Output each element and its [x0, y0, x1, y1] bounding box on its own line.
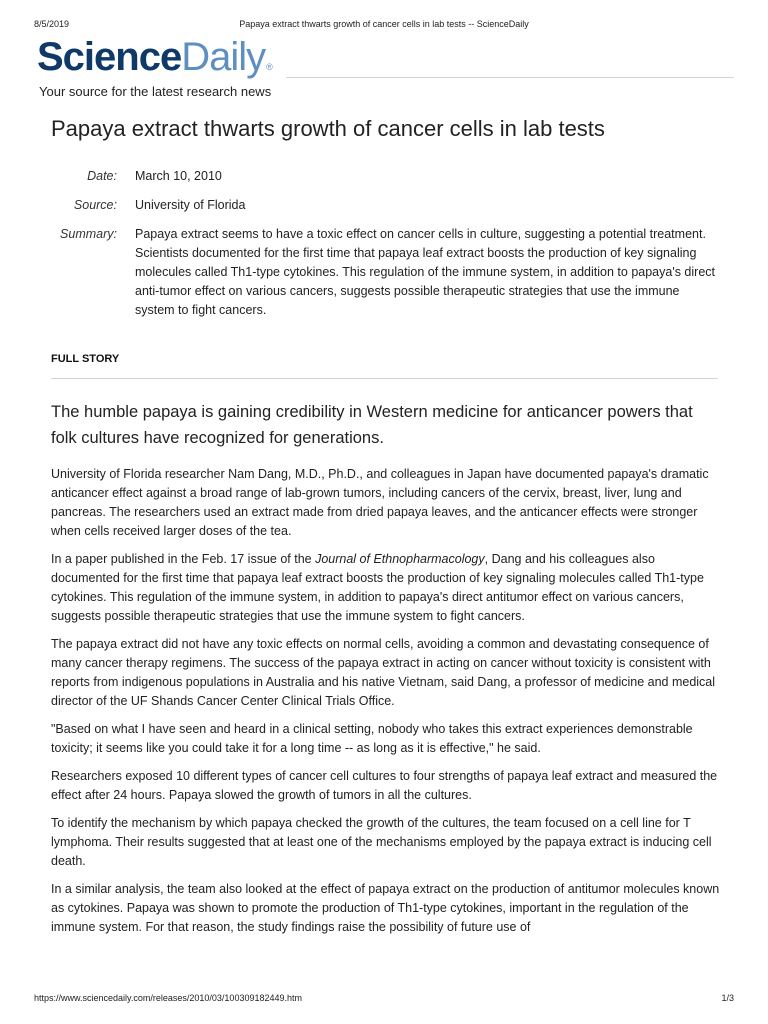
- story-divider: [51, 378, 718, 379]
- sciencedaily-logo[interactable]: [37, 33, 273, 81]
- paragraph-text: In a paper published in the Feb. 17 issue of the: [51, 552, 316, 566]
- print-footer: [34, 993, 734, 1005]
- meta-source-row: [51, 196, 721, 215]
- print-header: [34, 19, 734, 31]
- body-paragraph: University of Florida researcher Nam Dang, M.D., Ph.D., and colleagues in Japan have documented papaya's dramatic anticancer effect against a broad range of lab-grown tumors, including cancers of the cervix, breast, liver, lung and pancreas. The researchers used an extract made from dried papaya leaves, and the anticancer effects were stronger when cells received larger doses of the tea.: [51, 467, 709, 538]
- meta-date-label: Date:: [87, 169, 117, 183]
- article-lede: The humble papaya is gaining credibility in Western medicine for anticancer powers that folk cultures have recognized for generations.: [51, 403, 693, 447]
- header-divider: [286, 77, 734, 78]
- meta-summary-label: Summary:: [60, 227, 117, 241]
- registered-mark: ®: [266, 62, 273, 72]
- logo-daily-text: Daily: [181, 35, 266, 79]
- paragraph-text: , Dang and his colleagues also documented for the first time that papaya leaf extract boosts the production of key signaling molecules called Th1-type cytokines. This regulation of the immune system, in addition to papaya's direct antitumor effect on various cancers, suggests possible therapeutic strategies that use the immune system to fight cancers.: [51, 552, 704, 623]
- body-paragraph: In a similar analysis, the team also looked at the effect of papaya extract on the production of antitumor molecules known as cytokines. Papaya was shown to promote the production of Th1-type cytokines, important in the regulation of the immune system. For that reason, the study findings raise the possibility of future use of: [51, 882, 720, 934]
- meta-source-value: University of Florida: [135, 198, 246, 212]
- body-paragraph: [51, 550, 723, 626]
- journal-name: Journal of Ethnopharmacology: [315, 552, 485, 566]
- meta-date-row: [51, 167, 721, 186]
- print-date: 8/5/2019: [34, 19, 70, 29]
- body-paragraph: To identify the mechanism by which papaya checked the growth of the cultures, the team focused on a cell line for T lymphoma. Their results suggested that at least one of the mechanisms employed by the papaya extract is inducing cell death.: [51, 816, 712, 868]
- article-title: Papaya extract thwarts growth of cancer cells in lab tests: [51, 116, 605, 141]
- meta-summary-row: [51, 225, 721, 320]
- body-paragraph: The papaya extract did not have any toxic effects on normal cells, avoiding a common and devastating consequence of many cancer therapy regimens. The success of the papaya extract in acting on cancer without toxicity is consistent with reports from indigenous populations in Australia and his native Vietnam, said Dang, a professor of medicine and medical director of the UF Shands Cancer Center Clinical Trials Office.: [51, 637, 716, 708]
- site-tagline: Your source for the latest research news: [39, 84, 272, 99]
- meta-date-value: March 10, 2010: [135, 169, 222, 183]
- meta-source-label: Source:: [73, 198, 117, 212]
- print-page-title: Papaya extract thwarts growth of cancer cells in lab tests -- ScienceDaily: [239, 19, 529, 29]
- print-url: https://www.sciencedaily.com/releases/2010/03/100309182449.htm: [34, 993, 302, 1003]
- article-meta: [51, 167, 721, 330]
- meta-summary-value: Papaya extract seems to have a toxic effect on cancer cells in culture, suggesting a potential treatment. Scientists documented for the first time that papaya leaf extract boosts the production of key signaling molecules called Th1-type cytokines. This regulation of the immune system, in addition to papaya's direct anti-tumor effect on various cancers, suggests possible therapeutic strategies that use the immune system to fight cancers.: [135, 227, 715, 317]
- body-paragraph: "Based on what I have seen and heard in a clinical setting, nobody who takes this extract experiences demonstrable toxicity; it seems like you could take it for a long time -- as long as it is effective," he said.: [51, 722, 693, 755]
- full-story-heading: FULL STORY: [51, 353, 120, 365]
- article-body: [51, 465, 723, 946]
- print-page-number: 1/3: [721, 993, 734, 1003]
- body-paragraph: Researchers exposed 10 different types of cancer cell cultures to four strengths of papaya leaf extract and measured the effect after 24 hours. Papaya slowed the growth of tumors in all the cultures.: [51, 769, 718, 802]
- logo-science-text: Science: [37, 35, 182, 79]
